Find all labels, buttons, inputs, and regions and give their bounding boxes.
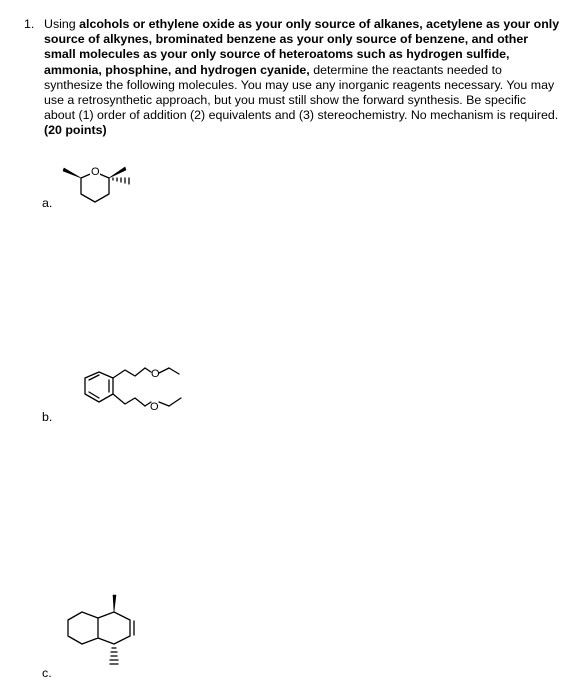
question-block xyxy=(24,17,560,139)
molecule-b-top-bond-from-o xyxy=(159,368,169,373)
molecule-b-top-chain xyxy=(113,368,145,378)
molecule-a-oxygen: O xyxy=(91,166,100,178)
question-text xyxy=(44,17,560,139)
molecule-a-wedge-methyl xyxy=(63,168,81,178)
molecule-c-structure xyxy=(58,590,158,680)
molecule-b-structure xyxy=(65,360,195,420)
molecule-b-oxygen-bottom: O xyxy=(150,401,159,413)
part-c-label: c. xyxy=(42,666,52,680)
molecule-c-ring-left xyxy=(68,612,98,644)
molecule-c-wedge-methyl xyxy=(113,595,116,612)
question-text-bold-sources: alcohols or ethylene oxide as your only source of alkanes, acetylene as your only source of alkynes, brominated benzene as your only source of benzene, and other small molecules as your only source of heteroatoms such as hydrogen sulfide, ammonia, phosphine, and hydrogen cyanide, xyxy=(44,17,560,77)
molecule-c-ring-right xyxy=(98,612,130,644)
molecule-b-top-ethyl xyxy=(169,368,179,374)
part-a-label: a. xyxy=(42,196,53,210)
question-text-instructions: determine the reactants needed to synthesize the following molecules. You may use any inorganic reagents necessary. You may use a retrosynthetic approach, but you must still show the forward synthesis. Be specific about (1) order of addition (2) equivalents and (3) stereochemistry. No mechanism is required. xyxy=(44,62,559,123)
molecule-b-bottom-ethyl xyxy=(169,398,181,406)
molecule-b-bottom-chain xyxy=(113,394,145,406)
molecule-b-bottom-bond-from-o xyxy=(159,402,169,406)
part-b-label: b. xyxy=(42,410,53,424)
molecule-a-structure xyxy=(55,150,155,220)
question-points: (20 points) xyxy=(44,123,107,138)
molecule-a-wedge-methyl-2 xyxy=(109,167,126,178)
question-text-intro: Using xyxy=(44,17,80,31)
molecule-b-oxygen-top: O xyxy=(151,368,160,380)
question-number: 1. xyxy=(24,17,35,31)
